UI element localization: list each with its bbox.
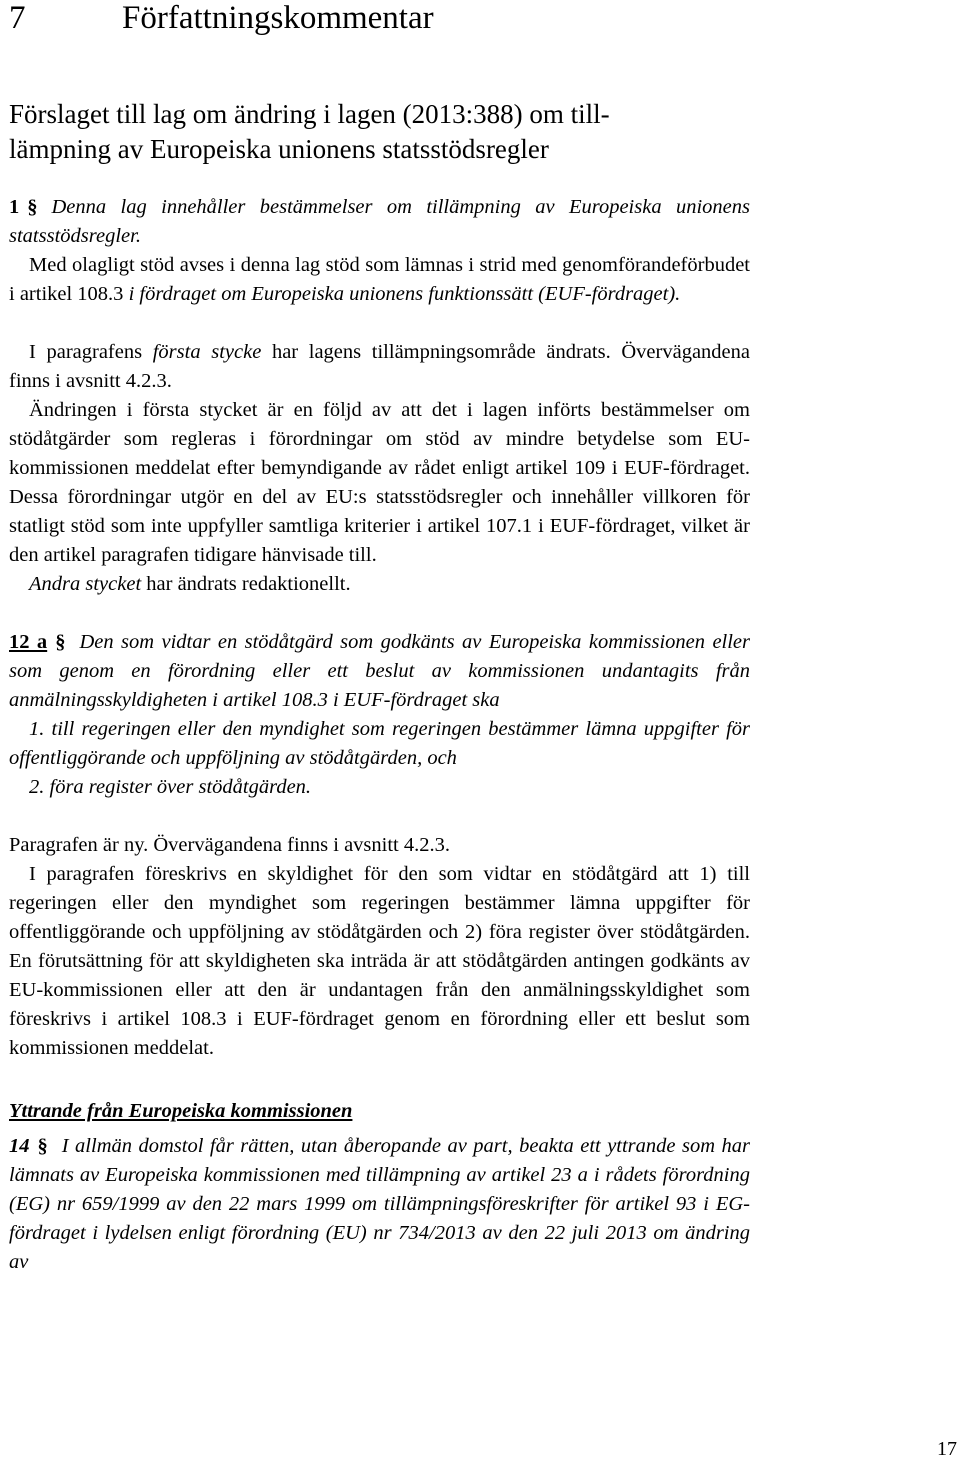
section-1-paragraph-2-italic: i fördraget om Europeiska unionens funktionssätt (EUF-fördraget). bbox=[123, 283, 681, 305]
document-title-line-1: Förslaget till lag om ändring i lagen (2013:388) om till- bbox=[9, 99, 610, 129]
section-12a-intro: Den som vidtar en stödåtgärd som godkänts av Europeiska kommissionen eller som genom en förordning eller ett beslut av kommissionen undantagits från anmälningsskyldigheten i artikel 108.3 i EUF-fördraget ska bbox=[9, 631, 751, 711]
section-1-comment-2: Ändringen i första stycket är en följd av att det i lagen införts bestämmelser om stödåtgärder som regleras i förordningar om stöd av mindre betydelse som EU-kommissionen meddelat efter bemyndigande av rådet enligt artikel 109 i EUF-fördraget. Dessa förordningar utgör en del av EU:s statsstödsregler och innehåller villkoren för statligt stöd som inte uppfyller samtliga kriterier i artikel 107.1 i EUF-fördraget, vilket är den artikel paragrafen tidigare hänvisade till. bbox=[9, 399, 750, 566]
section-symbol-icon: § bbox=[27, 196, 38, 218]
section-1-paragraph-1: Denna lag innehåller bestämmelser om tillämpning av Europeiska unionens statsstödsregler. bbox=[9, 196, 750, 247]
section-12a-comment-1: Paragrafen är ny. Övervägandena finns i avsnitt 4.2.3. bbox=[9, 834, 450, 856]
document-title-line-2: lämpning av Europeiska unionens statsstödsregler bbox=[9, 134, 549, 164]
section-14-provision bbox=[9, 1132, 750, 1277]
section-1-comment-3-italic: Andra stycket bbox=[29, 573, 142, 595]
section-1-number: 1 bbox=[9, 196, 20, 218]
chapter-title: Författningskommentar bbox=[122, 0, 434, 36]
section-1-provision bbox=[9, 193, 750, 251]
section-symbol-icon: § bbox=[37, 1135, 48, 1157]
section-1-comment-1 bbox=[9, 338, 750, 396]
section-1-paragraph-2 bbox=[9, 251, 750, 309]
section-12a-item-1: 1. till regeringen eller den myndighet som regeringen bestämmer lämna uppgifter för offentliggörande och uppföljning av stödåtgärden, och bbox=[9, 718, 750, 769]
section-12a-provision bbox=[9, 628, 750, 715]
section-1-comment-3 bbox=[9, 570, 750, 599]
document-title bbox=[9, 97, 750, 167]
page-number: 17 bbox=[937, 1438, 957, 1460]
section-12a-number: 12 a bbox=[9, 631, 48, 653]
section-1-comment-1-post: har lagens tillämpningsområde ändrats. Övervägandena finns i avsnitt 4.2.3. bbox=[9, 341, 750, 392]
section-symbol-icon: § bbox=[55, 631, 66, 653]
section-1-comment-1-italic: första stycke bbox=[152, 341, 262, 363]
chapter-heading bbox=[9, 0, 434, 38]
section-heading: Yttrande från Europeiska kommissionen bbox=[9, 1100, 353, 1122]
section-1-comment-1-pre: I paragrafens bbox=[29, 341, 153, 363]
section-14-text: I allmän domstol får rätten, utan åberopande av part, beakta ett yttrande som har lämnats av Europeiska kommissionen med tillämpning av artikel 23 a i rådets förordning (EG) nr 659/1999 av den 22 mars 1999 om tillämpningsföreskrifter för artikel 93 i EG-fördraget i lydelsen enligt förordning (EU) nr 734/2013 av den 22 juli 2013 om ändring av bbox=[9, 1135, 750, 1273]
section-14-number: 14 bbox=[9, 1135, 30, 1157]
section-1-paragraph-2-normal: Med olagligt stöd avses i denna lag stöd som lämnas i strid med genomförandeförbudet i artikel 108.3 bbox=[9, 254, 750, 305]
chapter-number: 7 bbox=[9, 0, 26, 36]
section-12a-item-2: 2. föra register över stödåtgärden. bbox=[29, 776, 312, 798]
section-12a-comment-2: I paragrafen föreskrivs en skyldighet för den som vidtar en stödåtgärd att 1) till regeringen eller den myndighet som regeringen bestämmer lämna uppgifter för offentliggörande och uppföljning av stödåtgärden och 2) föra register över stödåtgärden. En förutsättning för att skyldigheten ska inträda är att stödåtgärden antingen godkänts av EU-kommissionen eller att den är undantagen från den anmälningsskyldighet som föreskrivs i artikel 108.3 i EUF-fördraget genom en förordning eller ett beslut som kommissionen meddelat. bbox=[9, 863, 750, 1059]
section-1-comment-3-post: har ändrats redaktionellt. bbox=[141, 573, 351, 595]
commentary-body bbox=[9, 193, 750, 1277]
